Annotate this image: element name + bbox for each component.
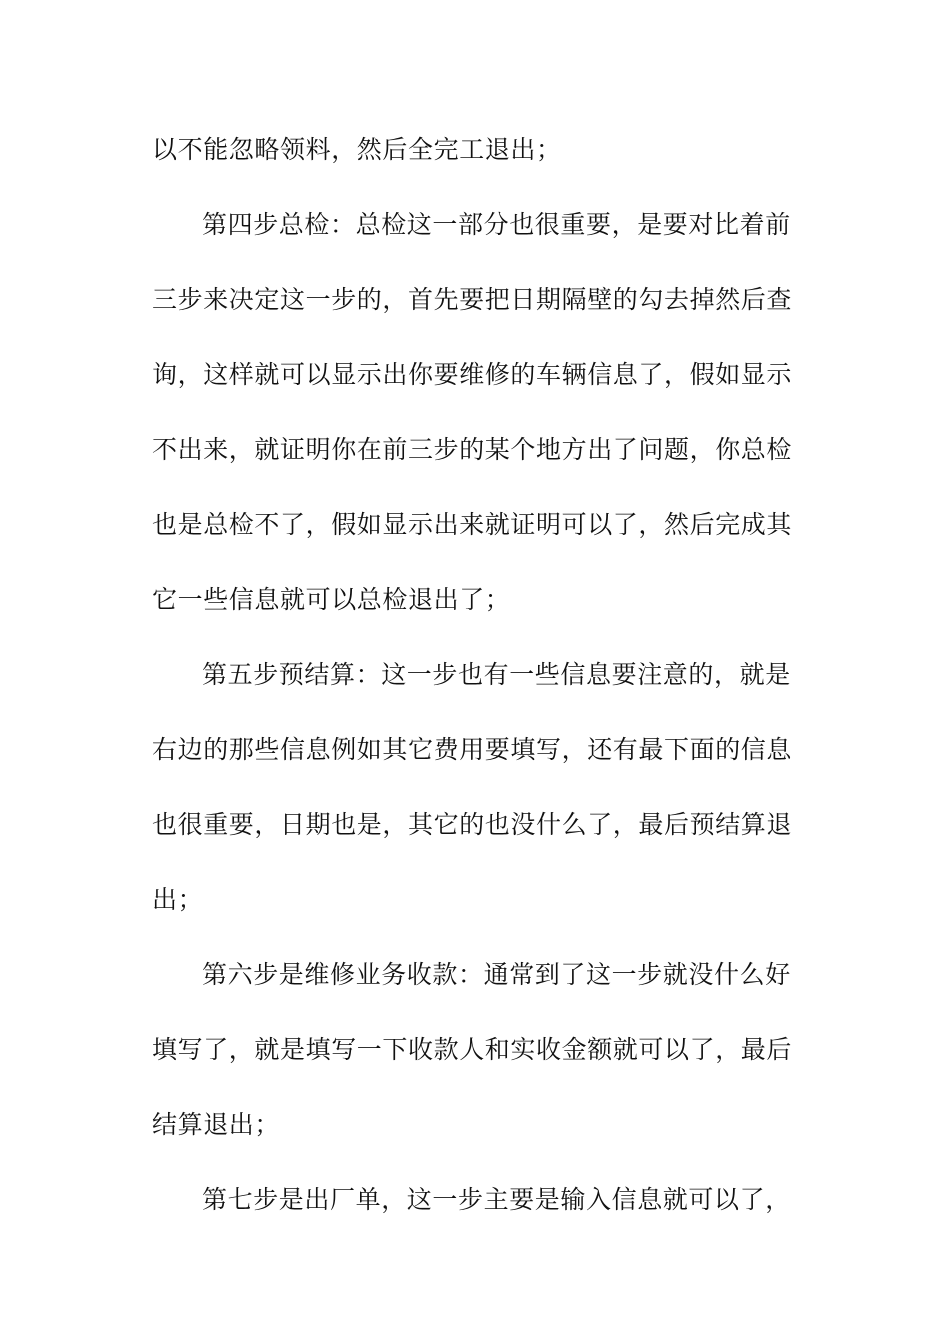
text-line: 也很重要，日期也是，其它的也没什么了，最后预结算退 <box>152 810 793 839</box>
text-line: 三步来决定这一步的，首先要把日期隔壁的勾去掉然后查 <box>152 285 793 314</box>
paragraph-step-six-start: 第六步是维修业务收款：通常到了这一步就没什么好 <box>202 960 791 989</box>
paragraph-step-five-start: 第五步预结算：这一步也有一些信息要注意的，就是 <box>202 660 791 689</box>
paragraph-step-four-start: 第四步总检：总检这一部分也很重要，是要对比着前 <box>202 210 791 239</box>
text-line: 以不能忽略领料，然后全完工退出； <box>152 135 562 164</box>
text-line: 填写了，就是填写一下收款人和实收金额就可以了，最后 <box>152 1035 793 1064</box>
text-line: 出； <box>152 885 204 914</box>
text-line: 不出来，就证明你在前三步的某个地方出了问题，你总检 <box>152 435 793 464</box>
text-line: 它一些信息就可以总检退出了； <box>152 585 511 614</box>
paragraph-step-seven-start: 第七步是出厂单，这一步主要是输入信息就可以了， <box>202 1185 791 1214</box>
text-line: 右边的那些信息例如其它费用要填写，还有最下面的信息 <box>152 735 793 764</box>
text-line: 询，这样就可以显示出你要维修的车辆信息了，假如显示 <box>152 360 793 389</box>
text-line: 结算退出； <box>152 1110 281 1139</box>
text-line: 也是总检不了，假如显示出来就证明可以了，然后完成其 <box>152 510 793 539</box>
